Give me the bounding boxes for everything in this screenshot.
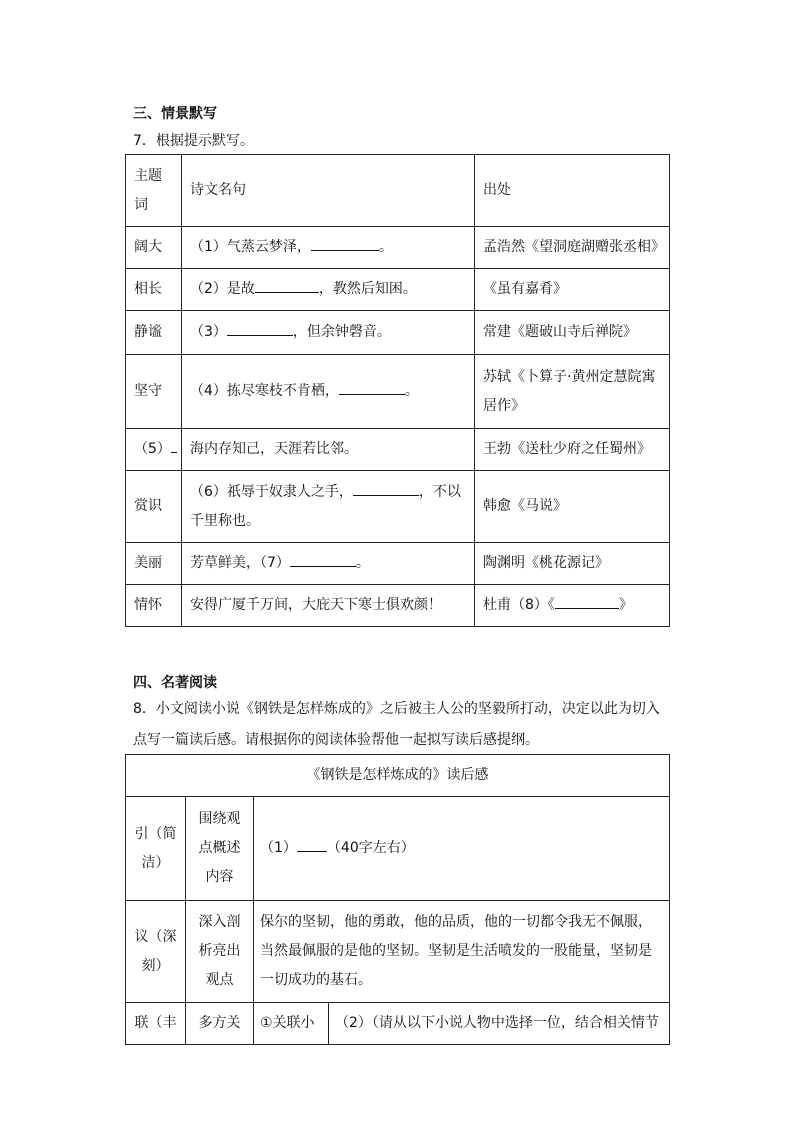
header-source: 出处 [475,155,670,227]
outline-title: 《钢铁是怎样炼成的》读后感 [126,755,670,797]
poem-cell: （1）气蒸云梦泽， 。 [182,227,475,269]
source-cell: 常建《题破山寺后禅院》 [475,311,670,355]
desc-discuss: 深入剖析亮出观点 [186,901,254,1003]
source-cell: 杜甫（8）《 》 [475,585,670,627]
source-cell: 王勃《送杜少府之任蜀州》 [475,429,670,471]
answer-blank[interactable] [227,321,293,336]
poem-cell: 海内存知己，天涯若比邻。 [182,429,475,471]
theme-cell: （5） [126,429,182,471]
recitation-table [125,154,670,627]
theme-cell: 美丽 [126,543,182,585]
answer-blank[interactable] [255,278,319,293]
source-cell: 《虽有嘉肴》 [475,269,670,311]
theme-cell: 静谧 [126,311,182,355]
source-cell: 苏轼《卜算子·黄州定慧院寓居作》 [475,355,670,429]
question-8-line1: 8．小文阅读小说《钢铁是怎样炼成的》之后被主人公的坚毅所打动，决定以此为切入 [133,701,660,717]
question-8-line2: 点写一篇读后感。请根据你的阅读体验帮他一起拟写读后感提纲。 [133,732,539,748]
label-connect: 联（丰 [126,1003,186,1045]
theme-cell: 赏识 [126,471,182,543]
answer-blank[interactable] [311,236,379,251]
answer-blank[interactable] [353,481,419,496]
answer-blank[interactable] [171,438,177,453]
poem-cell: 芳草鲜美，（7） 。 [182,543,475,585]
question-7: 7．根据提示默写。 [133,133,254,149]
theme-cell: 阔大 [126,227,182,269]
theme-cell: 情怀 [126,585,182,627]
label-discuss: 议（深刻） [126,901,186,1003]
poem-cell: 安得广厦千万间，大庇天下寒士俱欢颜！ [182,585,475,627]
source-cell: 孟浩然《望洞庭湖赠张丞相》 [475,227,670,269]
header-theme: 主题词 [126,155,182,227]
answer-blank[interactable] [290,552,356,567]
desc-connect: 多方关 [186,1003,254,1045]
source-cell: 韩愈《马说》 [475,471,670,543]
desc-intro: 围绕观点概述内容 [186,797,254,901]
answer-blank[interactable] [339,380,405,395]
content-intro: （1） （40字左右） [254,797,670,901]
answer-blank[interactable] [555,594,619,609]
section4-title: 四、名著阅读 [133,675,217,691]
sub-connect: ①关联小 [254,1003,329,1045]
content-connect: （2）（请从以下小说人物中选择一位，结合相关情节 [329,1003,670,1045]
content-discuss: 保尔的坚韧，他的勇敢，他的品质，他的一切都令我无不佩服，当然最佩服的是他的坚韧。坚韧是生活喷发的一股能量，坚韧是一切成功的基石。 [254,901,670,1003]
poem-cell: （6）祇辱于奴隶人之手， ，不以千里称也。 [182,471,475,543]
reading-outline-table [125,754,670,1045]
answer-blank[interactable] [297,837,327,852]
header-poem: 诗文名句 [182,155,475,227]
poem-cell: （2）是故 ，教然后知困。 [182,269,475,311]
theme-cell: 相长 [126,269,182,311]
label-intro: 引（简洁） [126,797,186,901]
source-cell: 陶渊明《桃花源记》 [475,543,670,585]
section3-title: 三、情景默写 [133,106,217,122]
theme-cell: 坚守 [126,355,182,429]
poem-cell: （4）拣尽寒枝不肯栖， 。 [182,355,475,429]
poem-cell: （3） ，但余钟磬音。 [182,311,475,355]
